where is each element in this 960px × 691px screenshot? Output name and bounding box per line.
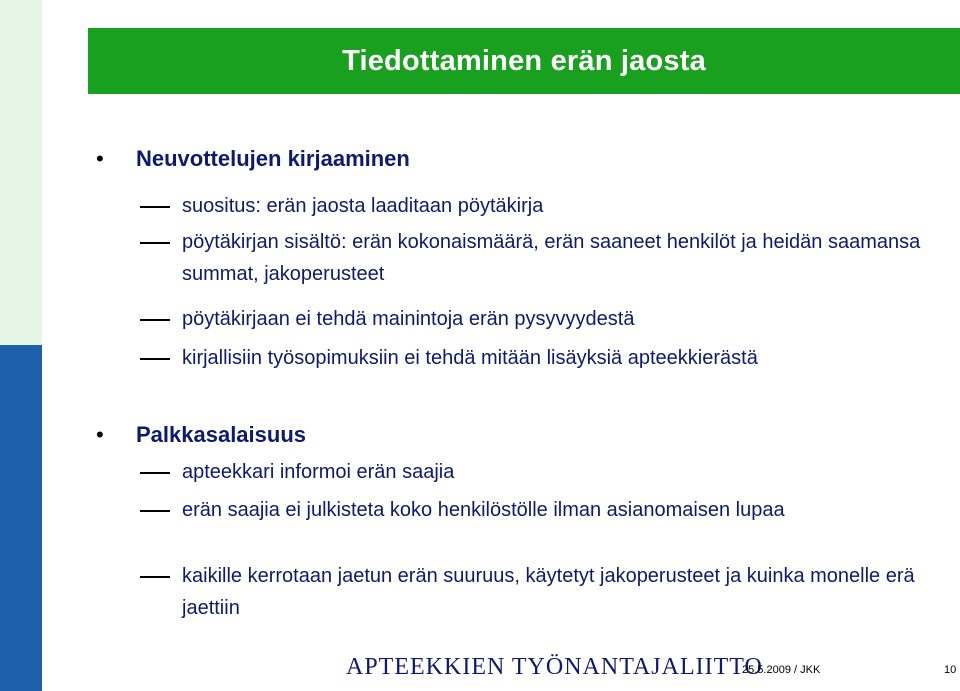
list-item-text: pöytäkirjaan ei tehdä mainintoja erän pysyvyydestä (182, 308, 635, 330)
dash-icon (140, 242, 170, 244)
bullet-icon: • (96, 146, 104, 171)
dash-icon (140, 206, 170, 208)
section-heading: Neuvottelujen kirjaaminen (136, 146, 410, 171)
side-accent-green (0, 0, 42, 345)
list-item-text: kirjallisiin työsopimuksiin ei tehdä mitään lisäyksiä apteekkierästä (182, 347, 758, 369)
footer-date-author: 25.5.2009 / JKK (742, 664, 821, 676)
dash-icon (140, 510, 170, 512)
title-bar (88, 28, 960, 94)
dash-icon (140, 472, 170, 474)
organization-logo: APTEEKKIEN TYÖNANTAJALIITTO (346, 654, 763, 680)
section-heading: Palkkasalaisuus (136, 422, 307, 447)
list-item-text: pöytäkirjan sisältö: erän kokonaismäärä, erän saaneet henkilöt ja heidän saamansa summat, jakoperusteet (182, 231, 921, 285)
dash-icon (140, 576, 170, 578)
slide-title: Tiedottaminen erän jaosta (342, 44, 706, 77)
list-item-text: erän saajia ei julkisteta koko henkilöstölle ilman asianomaisen lupaa (182, 499, 785, 521)
list-item-text: apteekkari informoi erän saajia (182, 461, 455, 483)
list-item-text: suositus: erän jaosta laaditaan pöytäkirja (182, 195, 544, 217)
side-accent-blue (0, 345, 42, 691)
dash-icon (140, 319, 170, 321)
list-item-text: kaikille kerrotaan jaetun erän suuruus, käytetyt jakoperusteet ja kuinka monelle erä jaettiin (182, 565, 915, 619)
page-number: 10 (944, 664, 957, 676)
dash-icon (140, 358, 170, 360)
bullet-icon: • (96, 422, 104, 447)
